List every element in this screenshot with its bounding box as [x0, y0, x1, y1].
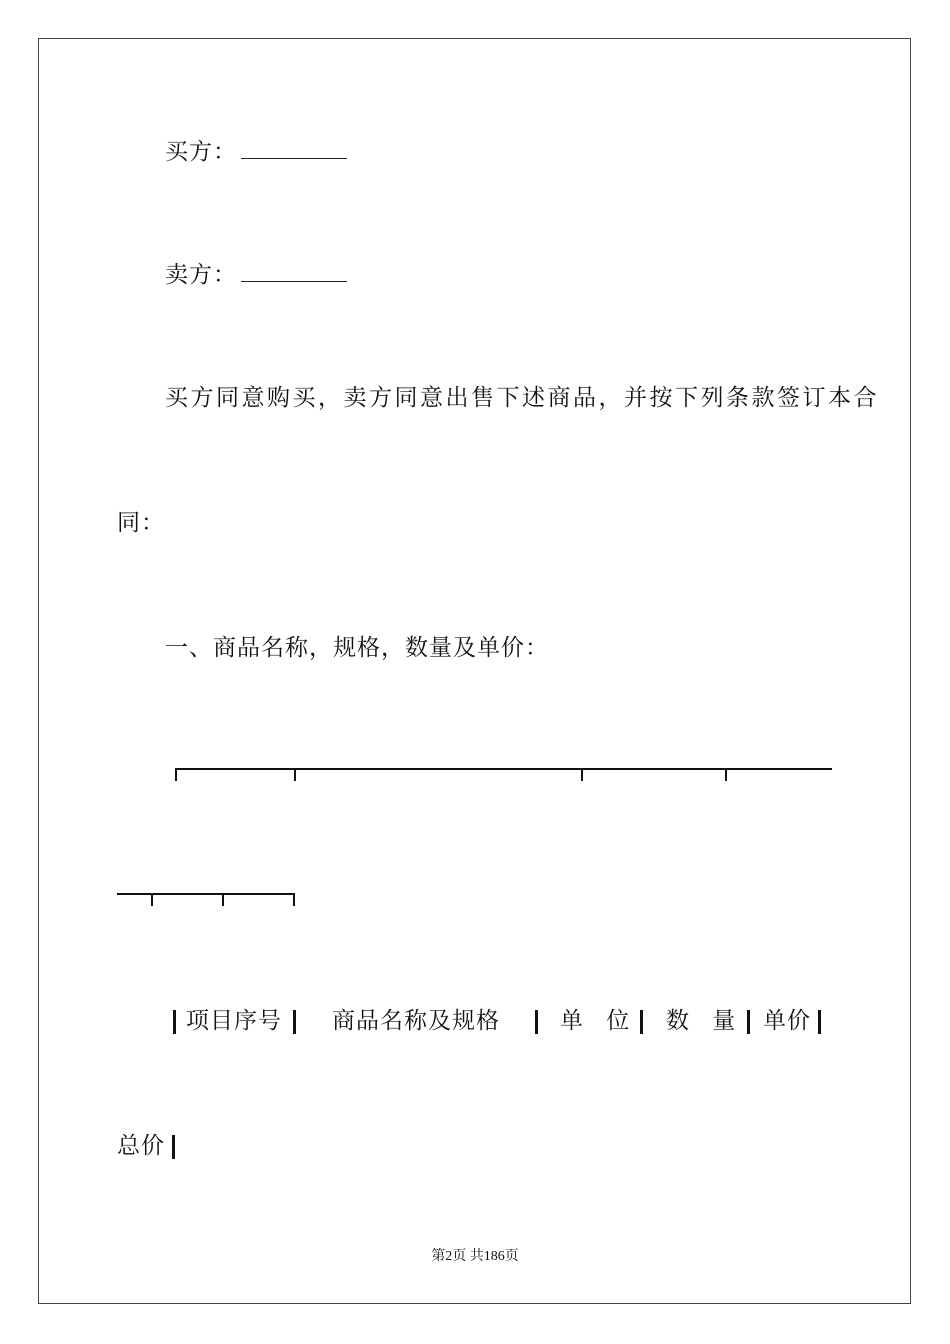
table-corner-left	[175, 768, 177, 781]
header-col-unit: 单 位	[560, 1008, 638, 1034]
header-col-name-spec: 商品名称及规格	[332, 1008, 500, 1034]
header-col-unit-price: 单价	[763, 1008, 811, 1034]
table-cell-border	[747, 1010, 750, 1034]
table-cell-border	[173, 1010, 176, 1034]
seller-blank-field	[241, 259, 347, 282]
table-corner-right	[293, 893, 295, 906]
table-cell-border	[293, 1010, 296, 1034]
header-col-index: 项目序号	[186, 1008, 282, 1034]
section1-heading: 一、商品名称，规格，数量及单价：	[165, 635, 549, 661]
page-border	[38, 38, 911, 1304]
intro-line-1: 买方同意购买，卖方同意出售下述商品，并按下列条款签订本合	[165, 385, 879, 411]
table-cell-border	[640, 1010, 643, 1034]
buyer-label: 买方：	[165, 139, 237, 165]
header-col-quantity: 数 量	[666, 1008, 744, 1034]
table-rule-2	[117, 893, 295, 895]
header-col-total-price: 总价	[117, 1133, 165, 1159]
table-cell-border	[172, 1135, 175, 1159]
buyer-line	[165, 136, 347, 167]
table-divider-tick	[725, 768, 727, 781]
seller-label: 卖方：	[165, 262, 237, 288]
buyer-blank-field	[241, 136, 347, 159]
table-cell-border	[535, 1010, 538, 1034]
table-divider-tick	[294, 768, 296, 781]
table-divider-tick	[581, 768, 583, 781]
table-divider-tick	[222, 893, 224, 906]
table-rule-1	[175, 768, 832, 770]
table-divider-tick	[151, 893, 153, 906]
page-number-footer: 第2页 共186页	[431, 1249, 519, 1264]
intro-line-2: 同：	[117, 510, 165, 536]
seller-line	[165, 259, 347, 290]
table-cell-border	[818, 1010, 821, 1034]
